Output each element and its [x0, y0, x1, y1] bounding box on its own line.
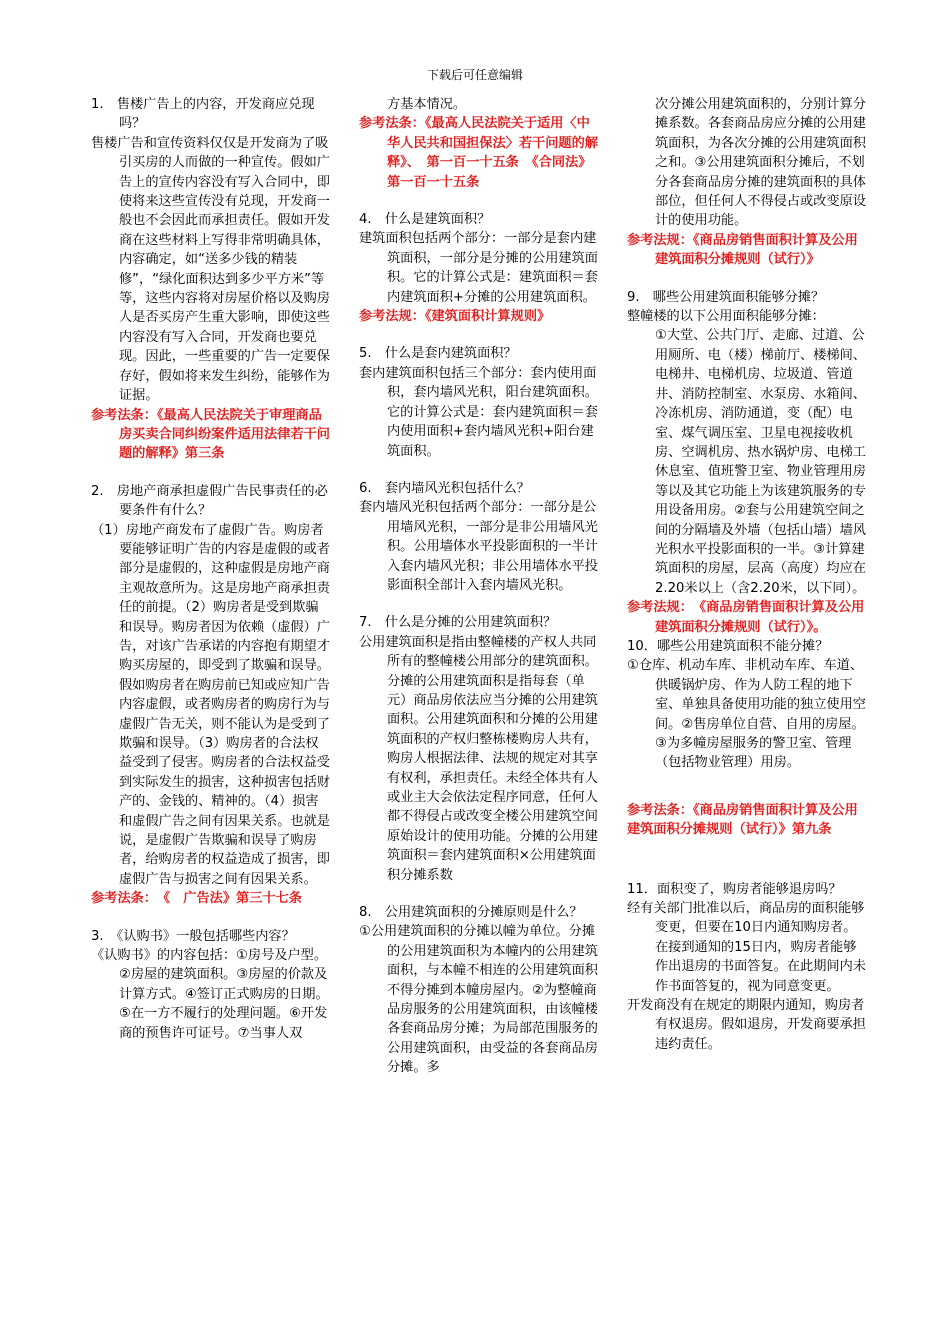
question-11: 11．面积变了，购房者能够退房吗？ — [627, 881, 842, 897]
answer-3-continued: 方基本情况。 — [387, 97, 467, 112]
answer-8-continued: 次分摊公用建筑面积的，分别计算分摊系数。各套商品房应分摊的公用建筑面积，为各次分摊的公用建筑面积之和。③公用建筑面积分摊后，不划分各套商品房分摊的建筑面积的具体部位，但任何人不得侵占或改变原设计的使用功能。 — [655, 97, 866, 229]
answer-9-intro: 整幢楼的以下公用面积能够分摊： — [627, 309, 825, 325]
question-1: 1. 售楼广告上的内容，开发商应兑现吗？ — [91, 97, 315, 132]
answer-1: 售楼广告和宣传资料仅仅是开发商为了吸引买房的人而做的一种宣传。假如广告上的宣传内容没有写入合同中，即使将来这些宣传没有兑现，开发商一般也不会因此而承担责任。假如开发商在这些材料上写得非常明确具体，内容确定，如“送多少钱的精装修”，“绿化面积达到多少平方米”等等，这些内容将对房屋价格以及购房人是否买房产生重大影响，即使这些内容没有写入合同，开发商也要兑现。因此，一些重要的广告一定要保存好，假如将来发生纠纷，能够作为证据。 — [91, 135, 330, 404]
reference-3: 参考法条：《最高人民法院关于适用〈中华人民共和国担保法〉若干问题的解释》、 第一百一十五条 《合同法》第一百一十五条 — [359, 116, 598, 190]
answer-10: ①仓库、机动车库、非机动车库、车道、供暖锅炉房、作为人防工程的地下室、单独具备使用功能的独立使用空间。②售房单位自营、自用的房屋。③为多幢房屋服务的警卫室、管理（包括物业管理）用房。 — [627, 658, 866, 771]
column-3 — [627, 95, 867, 1054]
reference-9: 参考法规： 《商品房销售面积计算及公用建筑面积分摊规则（试行）》。 — [627, 600, 865, 635]
answer-6: 套内墙风光积包括两个部分：一部分是公用墙风光积，一部分是非公用墙风光积。公用墙体水平投影面积的一半计入套内墙风光积；非公用墙体水平投影面积全部计入套内墙风光积。 — [359, 500, 598, 593]
question-6: 6. 套内墙风光积包括什么？ — [359, 480, 530, 496]
reference-8: 参考法规：《商品房销售面积计算及公用建筑面积分摊规则（试行）》 — [627, 232, 858, 268]
question-2: 2. 房地产商承担虚假广告民事责任的必要条件有什么？ — [91, 483, 328, 519]
answer-9: ①大堂、公共门厅、走廊、过道、公用厕所、电（楼）梯前厅、楼梯间、电梯井、电梯机房、垃圾道、管道井、消防控制室、水泵房、水箱间、冷冻机房、消防通道，变（配）电室、煤气调压室、卫星电视接收机房、空调机房、热水锅炉房、电梯工休息室、值班警卫室、物业管理用房等以及其它功能上为该建筑服务的专用设备用房。②套与公用建筑空间之间的分隔墙及外墙（包括山墙）墙风光积水平投影面积的一半。③计算建筑面积的房屋，层高（高度）均应在2.20米以上（含2.20米，以下同）。 — [655, 328, 866, 596]
question-8: 8. 公用建筑面积的分摊原则是什么？ — [359, 905, 583, 921]
answer-2: （1）房地产商发布了虚假广告。购房者要能够证明广告的内容是虚假的或者部分是虚假的，这种虚假是房地产商主观故意所为。这是房地产商承担责任的前提。（2）购房者是受到欺骗和误导。购房者因为依赖（虚假）广告，对该广告承诺的内容抱有期望才购买房屋的，即受到了欺骗和误导。假如购房者在购房前已知或应知广告内容虚假，或者购房者的购房行为与虚假广告无关，则不能认为是受到了欺骗和误导。（3）购房者的合法权益受到了侵害。购房者的合法权益受到实际发生的损害，这种损害包括财产的、金钱的、精神的。（4）损害和虚假广告之间有因果关系。也就是说，是虚假广告欺骗和误导了购房者，给购房者的权益造成了损害，即虚假广告与损害之间有因果关系。 — [91, 522, 330, 887]
column-1 — [91, 95, 331, 1043]
question-5: 5. 什么是套内建筑面积？ — [359, 346, 517, 362]
answer-8: ①公用建筑面积的分摊以幢为单位。分摊的公用建筑面积为本幢内的公用建筑面积，与本幢不相连的公用建筑面积不得分摊到本幢房屋内。②为整幢商品房服务的公用建筑面积，由该幢楼各套商品房分摊；为局部范围服务的公用建筑面积，由受益的各套商品房分摊。多 — [359, 924, 598, 1076]
answer-7: 公用建筑面积是指由整幢楼的产权人共同所有的整幢楼公用部分的建筑面积。分摊的公用建筑面积是指每套（单元）商品房依法应当分摊的公用建筑面积。公用建筑面积和分摊的公用建筑面积的产权归整栋楼购房人共有，购房人根据法律、法规的规定对其享有权利，承担责任。未经全体共有人或业主大会依法定程序同意，任何人都不得侵占或改变全楼公用建筑空间原始设计的使用功能。分摊的公用建筑面积＝套内建筑面积×公用建筑面积分摊系数 — [359, 634, 598, 883]
answer-4: 建筑面积包括两个部分：一部分是套内建筑面积，一部分是分摊的公用建筑面积。它的计算公式是：建筑面积＝套内建筑面积+分摊的公用建筑面积。 — [359, 231, 598, 305]
question-9: 9. 哪些公用建筑面积能够分摊？ — [627, 289, 825, 305]
answer-11: 经有关部门批准以后，商品房的面积能够变更，但要在10日内通知购房者。在接到通知的15日内，购房者能够作出退房的书面答复。在此期间内未作书面答复的，视为同意变更。 — [627, 901, 866, 994]
reference-1: 参考法条：《最高人民法院关于审理商品房买卖合同纠纷案件适用法律若干问题的解释》第三条 — [91, 407, 330, 462]
column-2 — [359, 95, 599, 1078]
page-header: 下载后可任意编辑 — [426, 68, 523, 82]
question-4: 4. 什么是建筑面积？ — [359, 212, 491, 228]
question-10: 10．哪些公用建筑面积不能分摊？ — [627, 638, 829, 654]
answer-11-b: 开发商没有在规定的期限内通知，购房者有权退房。假如退房，开发商要承担违约责任。 — [627, 998, 866, 1052]
reference-2: 参考法条： 《 广告法》第三十七条 — [91, 891, 302, 907]
answer-5: 套内建筑面积包括三个部分：套内使用面积，套内墙风光积，阳台建筑面积。它的计算公式是：套内建筑面积＝套内使用面积+套内墙风光积+阳台建筑面积。 — [359, 365, 598, 459]
answer-3: 《认购书》的内容包括：①房号及户型。②房屋的建筑面积。③房屋的价款及计算方式。④签订正式购房的日期。⑤在一方不履行的处理问题。⑥开发商的预售许可证号。⑦当事人双 — [91, 948, 329, 1041]
reference-4: 参考法规：《建筑面积计算规则》 — [359, 309, 551, 325]
question-7: 7. 什么是分摊的公用建筑面积？ — [359, 615, 557, 631]
reference-10: 参考法条：《商品房销售面积计算及公用建筑面积分摊规则（试行）》第九条 — [627, 802, 858, 838]
question-3: 3. 《认购书》一般包括哪些内容？ — [91, 928, 295, 944]
